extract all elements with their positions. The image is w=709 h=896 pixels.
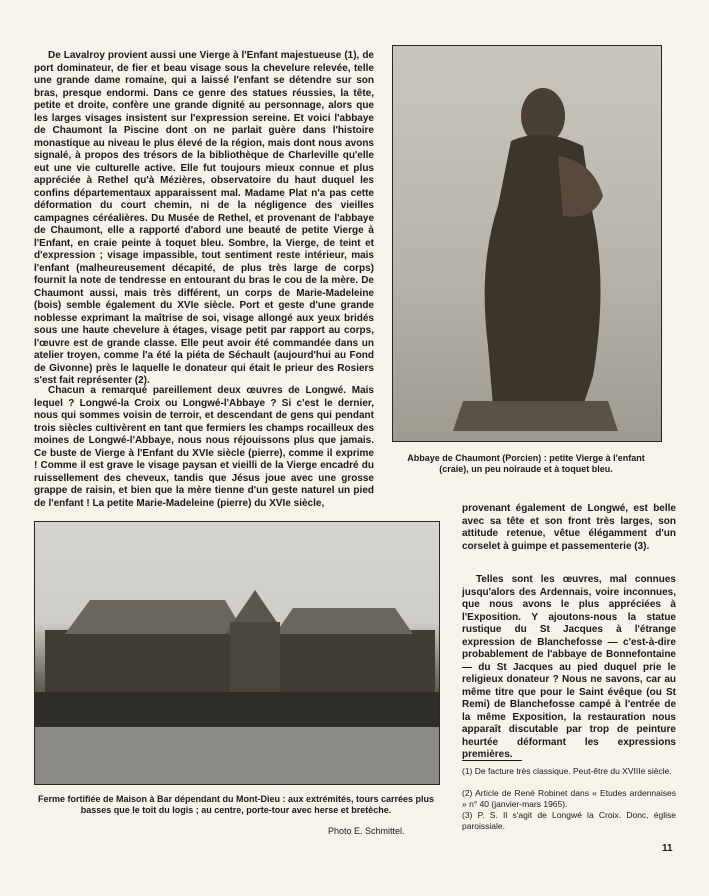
page-number: 11: [662, 843, 673, 854]
article-paragraph-3: provenant également de Longwé, est belle avec sa tête et son front très larges, son attitude retenue, vêtue élégamment d'un corselet à guimpe et passementerie (3).: [462, 503, 676, 552]
photo-credit: Photo E. Schmittel.: [328, 826, 405, 836]
farm-caption: Ferme fortifiée de Maison à Bar dépendant du Mont-Dieu : aux extrémités, tours carrées plus basses que le toit du logis ; au centre, porte-tour avec herse et bretèche.: [37, 794, 435, 815]
farmhouse-icon: [35, 522, 439, 784]
article-paragraph-4: Telles sont les œuvres, mal connues jusqu'alors des Ardennais, voire inconnues, que nous avons le plus appréciées à l'Exposition. Y ajoutons-nous la statue rustique du St Jacques à l'étrange expression de Blanchefosse — c'est-à-dire probablement de l'abbaye de Bonnefontaine — du St Jacques au pied duquel prie le religieux donateur ? Nous ne savons, car au même titre que pour le Saint évêque (ou St Remi) de Blanchefosse campé à l'entrée de la même Exposition, la restauration nous apparaît discutable par trop de peinture heurtée déformant les expressions premières.: [462, 574, 676, 760]
footnote-2: (2) Article de René Robinet dans « Etudes ardennaises » n° 40 (janvier-mars 1965).: [462, 788, 676, 809]
footnote-1: (1) De facture très classique. Peut-être du XVIIIe siècle.: [462, 766, 672, 776]
article-paragraph-2: Chacun a remarqué pareillement deux œuvres de Longwé. Mais lequel ? Longwé-la Croix ou Longwé-l'Abbaye ? Si c'est le dernier, nous qui sommes voisin de terroir, et descendant de gens qui pendant trois siècles cultivèrent en tant que fermiers les champs rocailleux des moines de Longwé-l'Abbaye, nous nous réjouissons plus que jamais. Ce buste de Vierge à l'Enfant du XVIe siècle (pierre), comme il exprime ! Comme il est grave le visage paysan et vieilli de la Vierge encadré du ruissellement des cheveux, tandis que Jésus joue avec une grosse grappe de raisin, et bien que la mère tienne d'un geste naturel un pied de l'enfant ! La petite Marie-Madeleine (pierre) du XVIe siècle,: [34, 385, 374, 509]
statue-photo: [392, 45, 662, 442]
statue-figure-icon: [393, 46, 661, 441]
farm-photo: [34, 521, 440, 785]
statue-caption: Abbaye de Chaumont (Porcien) : petite Vierge à l'enfant (craie), un peu noiraude et à toquet bleu.: [407, 453, 645, 474]
article-paragraph-1: De Lavalroy provient aussi une Vierge à l'Enfant majestueuse (1), de port dominateur, de fier et beau visage sous la chevelure relevée, telle une grande dame romaine, qui a laissé l'enfant se détendre sur son bras, presque endormi. Dans ce genre des statues réussies, la tête, petite et droite, confère une grande dignité au personnage, alors que les larges visages insistent sur l'expression sereine. Et voici l'abbaye de Chaumont la Piscine dont on ne parlait guère dans l'histoire monastique au niveau le plus élevé de la région, mais dont nous avons signalé, à propos des trésors de la bibliothèque de Charleville qu'elle eut une vie culturelle active. Elle fut toujours mieux connue et plus appréciée à Rethel qu'à Mézières, observatoire du haut duquel les confins départementaux apparaissent mal. Madame Plat n'a pas cette déformation du court chemin, ni de la négligence des vieilles campagnes céréalières. Du Musée de Rethel, et provenant de l'abbaye de Chaumont, elle a rapporté d'abord une beauté de petite Vierge à l'Enfant, en craie peinte à toquet bleu. Sombre, la Vierge, de teint et d'expression ; visage impassible, tout sentiment reste intérieur, mais l'enfant (malheureusement décapité, de plus très large de corps) fournit la note de tendresse en entourant du bras le cou de la mère. De Chaumont aussi, mais très différent, un corps de Marie-Madeleine (bois) semble également du XVIe siècle. Port et geste d'une grande noblesse exprimant la maîtrise de soi, visage allongé aux yeux bridés sous une haute chevelure à étages, visage petit par rapport au corps, l'œuvre est de grande classe. Elle peut avoir été commandée dans un atelier troyen, comme l'a été la piéta de Séchault (aujourd'hui au Fond de Givonne) près le laquelle le donateur qui était le prieur des Rosiers s'est fait représenter (2).: [34, 50, 374, 386]
footnote-3: (3) P. S. Il s'agit de Longwé la Croix. Donc, église paroissiale.: [462, 810, 676, 831]
footnote-divider: [462, 760, 522, 761]
